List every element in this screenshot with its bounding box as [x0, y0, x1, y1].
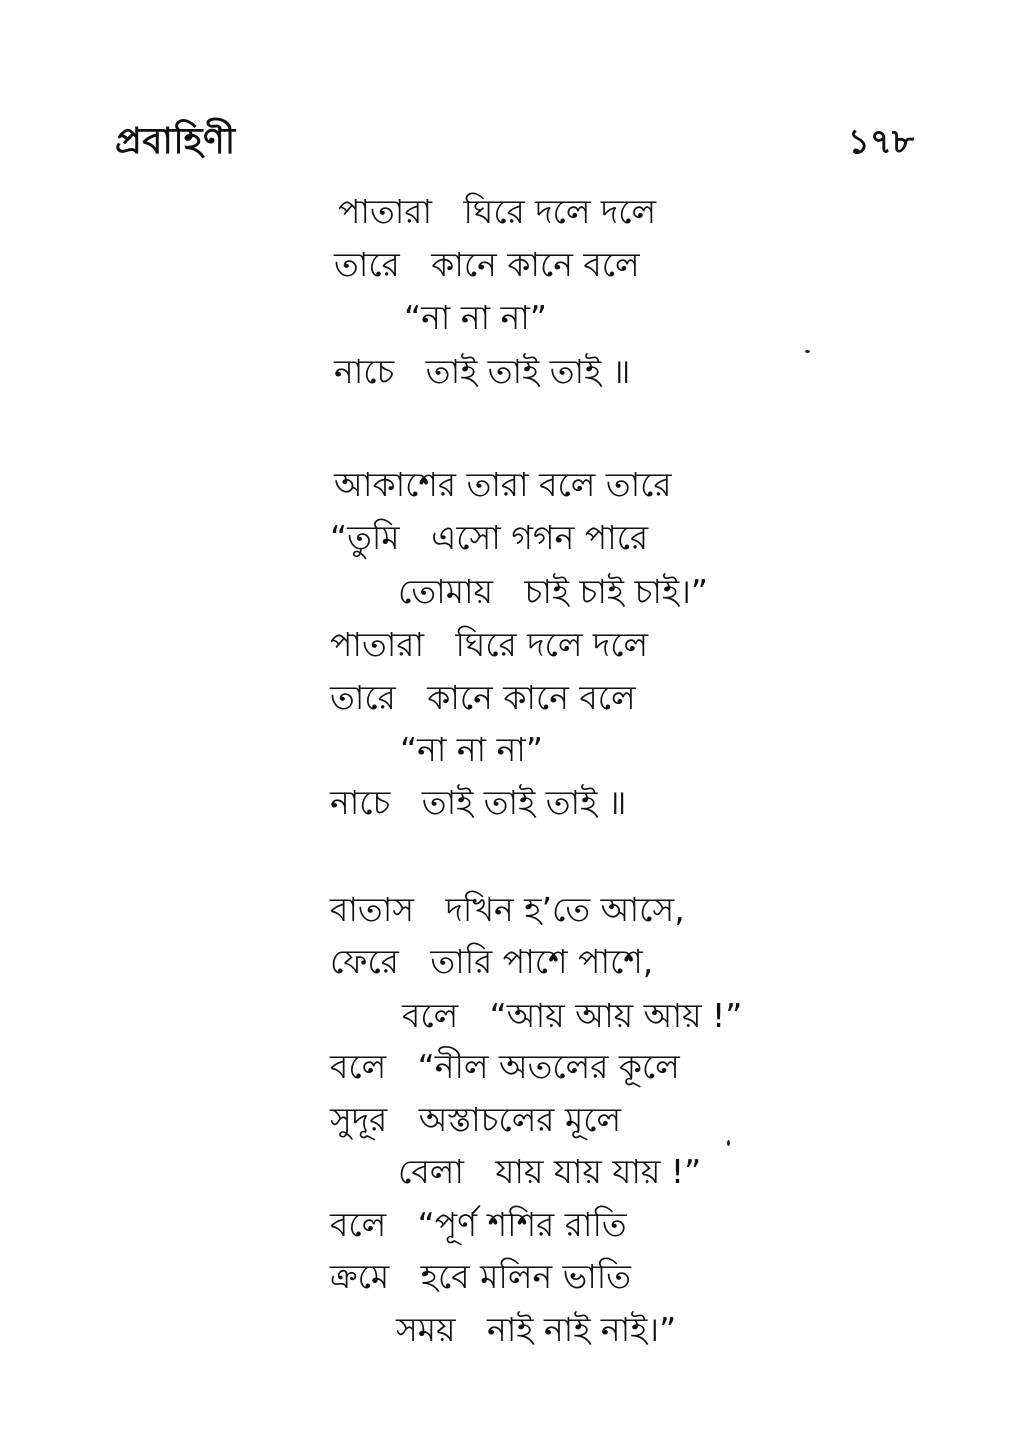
poem-line: তারে কানে কানে বলে — [334, 245, 640, 284]
poem-line: পাতারা ঘিরে দলে দলে — [338, 192, 657, 231]
poem-line: বলে “পূর্ণ শশির রাতি — [330, 1205, 627, 1244]
page-number: ১৭৮ — [847, 122, 914, 162]
poem-line: ক্রমে হবে মলিন ভাতি — [330, 1257, 632, 1296]
poem-line: বাতাস দখিন হ’তে আসে, — [330, 890, 685, 929]
poem-line: ফেরে তারি পাশে পাশে, — [330, 942, 654, 981]
poem-line: আকাশের তারা বলে তারে — [334, 465, 672, 504]
poem-line: তোমায় চাই চাই চাই।” — [398, 572, 709, 611]
poem-line: বলে “নীল অতলের কূলে — [330, 1047, 680, 1086]
poem-line: সুদূর অস্তাচলের মূলে — [330, 1100, 622, 1139]
poem-line: নাচে তাই তাই তাই ॥ — [330, 783, 627, 822]
poem-line: পাতারা ঘিরে দলে দলে — [330, 625, 649, 664]
scan-speck — [805, 350, 810, 353]
poem-line: “না না না” — [404, 298, 547, 337]
running-title: প্রবাহিণী — [115, 121, 236, 162]
scan-speck — [727, 1140, 730, 1146]
poem-line: বেলা যায় যায় যায় !” — [398, 1152, 702, 1191]
poem-line: সময় নাই নাই নাই।” — [396, 1310, 677, 1349]
poem-line: তারে কানে কানে বলে — [330, 678, 636, 717]
poem-line: বলে “আয় আয় আয় !” — [402, 996, 743, 1035]
poem-line: “তুমি এসো গগন পারে — [330, 518, 649, 557]
poem-line: নাচে তাই তাই তাই ॥ — [334, 352, 631, 391]
poem-line: “না না না” — [400, 730, 543, 769]
